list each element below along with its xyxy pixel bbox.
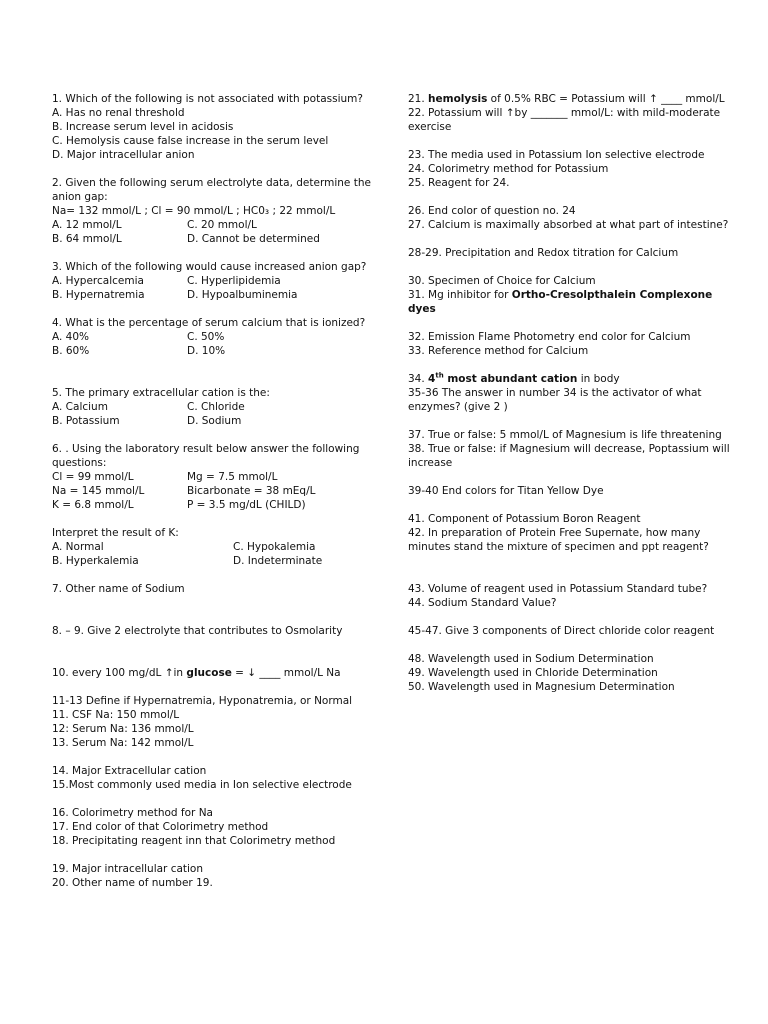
question-49: 49. Wavelength used in Chloride Determination: [408, 667, 658, 679]
question-22: 22. Potassium will ↑by _______ mmol/L: with mild-moderate: [408, 107, 721, 119]
question-18: 18. Precipitating reagent inn that Colorimetry method: [52, 835, 336, 847]
choice-a: A. 40%: [52, 331, 90, 343]
question-31: 31. Mg inhibitor for Ortho-Cresolpthalein Complexone: [408, 289, 713, 301]
question-38: 38. True or false: if Magnesium will decrease, Poptassium will: [408, 443, 730, 455]
question-19: 19. Major intracellular cation: [52, 863, 204, 875]
choice-a: A. Normal: [52, 541, 104, 553]
question-27: 27. Calcium is maximally absorbed at what part of intestine?: [408, 219, 729, 231]
question-11-13: [52, 694, 372, 750]
question-text: 11-13 Define if Hypernatremia, Hyponatremia, or Normal: [52, 695, 353, 707]
item-13: 13. Serum Na: 142 mmol/L: [52, 737, 194, 749]
choice-c: C. Chloride: [187, 401, 245, 413]
item-11: 11. CSF Na: 150 mmol/L: [52, 709, 180, 721]
question-text-cont: questions:: [52, 457, 107, 469]
question-32: 32. Emission Flame Photometry end color for Calcium: [408, 331, 691, 343]
question-42: 42. In preparation of Protein Free Supernate, how many: [408, 527, 701, 539]
question-2: [52, 176, 372, 246]
question-10: 10. every 100 mg/dL ↑in glucose = ↓ ____ mmol/L Na: [52, 667, 341, 679]
lab-result: Cl = 99 mmol/L: [52, 471, 134, 483]
left-column: [52, 92, 372, 890]
choice-b: B. 64 mmol/L: [52, 233, 122, 245]
choice-b: B. Hypernatremia: [52, 289, 145, 301]
choice-d: D. Hypoalbuminemia: [187, 289, 298, 301]
given-data: Na= 132 mmol/L ; Cl = 90 mmol/L ; HC0₃ ; 22 mmol/L: [52, 205, 336, 217]
choice-b: B. Increase serum level in acidosis: [52, 121, 234, 133]
question-14: 14. Major Extracellular cation: [52, 765, 207, 777]
question-text: 3. Which of the following would cause increased anion gap?: [52, 261, 367, 273]
question-50: 50. Wavelength used in Magnesium Determination: [408, 681, 675, 693]
question-text: 6. . Using the laboratory result below answer the following: [52, 443, 360, 455]
question-16: 16. Colorimetry method for Na: [52, 807, 213, 819]
question-35-36-cont: enzymes? (give 2 ): [408, 401, 508, 413]
question-28-29: 28-29. Precipitation and Redox titration for Calcium: [408, 247, 679, 259]
question-45-47: 45-47. Give 3 components of Direct chloride color reagent: [408, 625, 715, 637]
choice-d: D. Indeterminate: [233, 555, 323, 567]
choice-c: C. Hypokalemia: [233, 541, 316, 553]
question-text-cont: anion gap:: [52, 191, 108, 203]
question-31-cont: dyes: [408, 303, 436, 315]
lab-result: Mg = 7.5 mmol/L: [187, 471, 278, 483]
choice-d: D. Cannot be determined: [187, 233, 320, 245]
question-39-40: 39-40 End colors for Titan Yellow Dye: [408, 485, 604, 497]
question-26: 26. End color of question no. 24: [408, 205, 576, 217]
question-15: 15.Most commonly used media in Ion selective electrode: [52, 779, 352, 791]
question-38-cont: increase: [408, 457, 453, 469]
choice-c: C. Hyperlipidemia: [187, 275, 281, 287]
interpret-prompt: Interpret the result of K:: [52, 527, 179, 539]
choice-d: D. Major intracellular anion: [52, 149, 195, 161]
lab-result: Na = 145 mmol/L: [52, 485, 145, 497]
question-1: [52, 92, 372, 162]
question-34: 34. 4th most abundant cation in body: [408, 371, 620, 385]
question-4: [52, 316, 372, 358]
item-12: 12: Serum Na: 136 mmol/L: [52, 723, 194, 735]
question-text: 4. What is the percentage of serum calcium that is ionized?: [52, 317, 366, 329]
question-22-cont: exercise: [408, 121, 452, 133]
choice-d: D. Sodium: [187, 415, 242, 427]
question-text: 1. Which of the following is not associated with potassium?: [52, 93, 363, 105]
question-7: 7. Other name of Sodium: [52, 583, 185, 595]
question-20: 20. Other name of number 19.: [52, 877, 213, 889]
lab-result: K = 6.8 mmol/L: [52, 499, 134, 511]
choice-c: C. 20 mmol/L: [187, 219, 257, 231]
question-23: 23. The media used in Potassium Ion selective electrode: [408, 149, 705, 161]
choice-a: A. Hypercalcemia: [52, 275, 144, 287]
choice-c: C. 50%: [187, 331, 225, 343]
question-42-cont: minutes stand the mixture of specimen and ppt reagent?: [408, 541, 709, 553]
question-48: 48. Wavelength used in Sodium Determination: [408, 653, 654, 665]
choice-b: B. Potassium: [52, 415, 120, 427]
question-17: 17. End color of that Colorimetry method: [52, 821, 269, 833]
question-43: 43. Volume of reagent used in Potassium Standard tube?: [408, 583, 708, 595]
question-35-36: 35-36 The answer in number 34 is the activator of what: [408, 387, 702, 399]
question-25: 25. Reagent for 24.: [408, 177, 510, 189]
choice-a: A. Calcium: [52, 401, 108, 413]
question-8-9: 8. – 9. Give 2 electrolyte that contributes to Osmolarity: [52, 625, 343, 637]
choice-b: B. Hyperkalemia: [52, 555, 139, 567]
choice-b: B. 60%: [52, 345, 90, 357]
question-5: [52, 386, 372, 428]
question-24: 24. Colorimetry method for Potassium: [408, 163, 609, 175]
question-30: 30. Specimen of Choice for Calcium: [408, 275, 596, 287]
choice-a: A. Has no renal threshold: [52, 107, 185, 119]
question-37: 37. True or false: 5 mmol/L of Magnesium is life threatening: [408, 429, 722, 441]
question-6: [52, 442, 372, 568]
lab-result: P = 3.5 mg/dL (CHILD): [187, 499, 306, 511]
question-21: 21. hemolysis of 0.5% RBC = Potassium will ↑ ____ mmol/L: [408, 93, 725, 105]
lab-result: Bicarbonate = 38 mEq/L: [187, 485, 316, 497]
question-44: 44. Sodium Standard Value?: [408, 597, 557, 609]
question-3: [52, 260, 372, 302]
question-33: 33. Reference method for Calcium: [408, 345, 589, 357]
question-text: 5. The primary extracellular cation is the:: [52, 387, 270, 399]
choice-d: D. 10%: [187, 345, 226, 357]
choice-c: C. Hemolysis cause false increase in the serum level: [52, 135, 329, 147]
question-41: 41. Component of Potassium Boron Reagent: [408, 513, 641, 525]
right-column: [408, 92, 728, 694]
question-text: 2. Given the following serum electrolyte data, determine the: [52, 177, 371, 189]
choice-a: A. 12 mmol/L: [52, 219, 122, 231]
